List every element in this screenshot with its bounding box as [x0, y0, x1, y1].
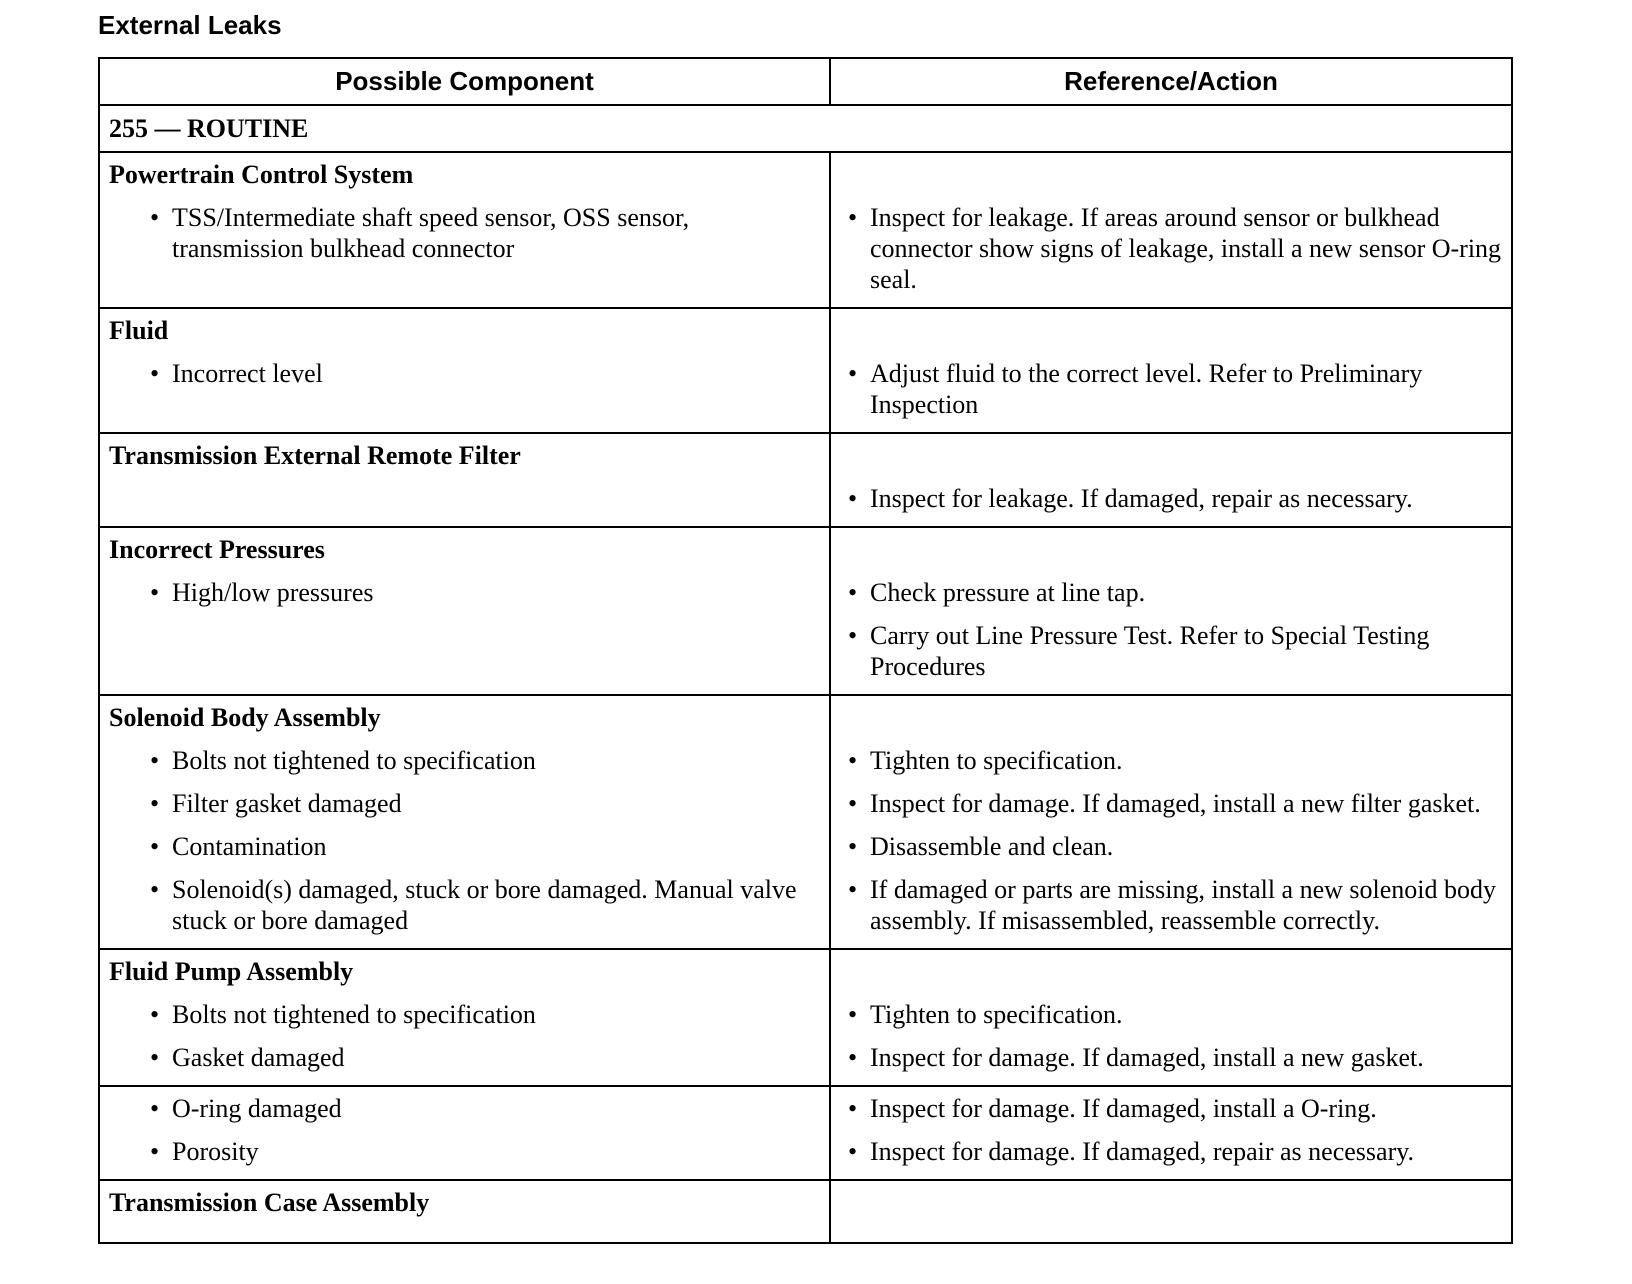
column-divider: [829, 696, 831, 948]
component-item: [100, 1136, 829, 1167]
component-heading: Fluid Pump Assembly: [109, 957, 354, 986]
bullet-icon: •: [150, 875, 160, 904]
action-item-text: Inspect for damage. If damaged, install a new gasket.: [870, 1043, 1424, 1072]
component-entry: [100, 1093, 829, 1124]
row-content: [100, 950, 1511, 1085]
component-item-text: Bolts not tightened to specification: [172, 1000, 536, 1029]
component-entry: [100, 788, 829, 819]
component-item: [100, 577, 829, 608]
component-item: [100, 1093, 829, 1124]
bullet-icon: •: [848, 1137, 858, 1166]
list-item: [100, 620, 1511, 682]
component-item: [100, 358, 829, 389]
column-divider: [829, 153, 831, 307]
bullet-icon: •: [848, 875, 858, 904]
component-item-text: Filter gasket damaged: [172, 789, 402, 818]
table-row: [100, 696, 1511, 950]
action-item: [829, 358, 1511, 420]
table-row: [100, 1181, 1511, 1242]
action-item: [829, 1042, 1511, 1073]
component-item: [100, 1042, 829, 1073]
row-content: [100, 1181, 1511, 1242]
column-header-action: Reference/Action: [1064, 66, 1278, 96]
bullet-icon: •: [848, 1000, 858, 1029]
table-row: [100, 153, 1511, 309]
component-item-text: TSS/Intermediate shaft speed sensor, OSS sensor, transmission bulkhead connector: [172, 203, 690, 263]
action-item-text: Inspect for leakage. If damaged, repair as necessary.: [870, 484, 1413, 513]
action-item: [829, 202, 1511, 295]
component-heading: Solenoid Body Assembly: [109, 703, 381, 732]
component-entry: [100, 999, 829, 1030]
component-entry: [100, 620, 829, 682]
bullet-icon: •: [848, 203, 858, 232]
action-item-text: Inspect for damage. If damaged, install a new filter gasket.: [870, 789, 1481, 818]
component-item-text: O-ring damaged: [172, 1094, 342, 1123]
action-item-text: If damaged or parts are missing, install a new solenoid body assembly. If misassembled, reassemble correctly.: [870, 875, 1497, 935]
section-label: 255 — ROUTINE: [100, 106, 1511, 153]
table-row: [100, 434, 1511, 528]
table-row: [100, 1087, 1511, 1181]
troubleshooting-table: [98, 57, 1513, 1244]
list-item: [100, 788, 1511, 819]
list-item: [100, 999, 1511, 1030]
action-entry: [829, 999, 1511, 1030]
bullet-icon: •: [848, 832, 858, 861]
list-item: [100, 358, 1511, 420]
row-content: [100, 1087, 1511, 1179]
component-item-text: Gasket damaged: [172, 1043, 345, 1072]
list-item: [100, 874, 1511, 936]
component-entry: [100, 1136, 829, 1167]
bullet-icon: •: [848, 359, 858, 388]
component-entry: [100, 358, 829, 420]
action-entry: [829, 483, 1511, 514]
list-item: [100, 202, 1511, 295]
action-entry: [829, 788, 1511, 819]
bullet-icon: •: [848, 746, 858, 775]
component-entry: [100, 831, 829, 862]
action-entry: [829, 874, 1511, 936]
bullet-icon: •: [848, 578, 858, 607]
row-content: [100, 153, 1511, 307]
action-entry: [829, 358, 1511, 420]
bullet-icon: •: [150, 1043, 160, 1072]
component-item-text: Incorrect level: [172, 359, 323, 388]
table-row: [100, 528, 1511, 696]
column-divider: [829, 434, 831, 526]
component-heading: Incorrect Pressures: [109, 535, 325, 564]
action-item: [829, 577, 1511, 608]
action-entry: [829, 745, 1511, 776]
action-item-text: Inspect for leakage. If areas around sensor or bulkhead connector show signs of leakage, install a new sensor O-ring seal.: [870, 203, 1502, 294]
component-item-text: Bolts not tightened to specification: [172, 746, 536, 775]
column-divider: [829, 1087, 831, 1179]
bullet-icon: •: [150, 578, 160, 607]
table-row: [100, 950, 1511, 1087]
action-item-text: Tighten to specification.: [870, 1000, 1123, 1029]
list-item: [100, 483, 1511, 514]
list-item: [100, 831, 1511, 862]
action-item: [829, 1136, 1511, 1167]
action-entry: [829, 620, 1511, 682]
list-item: [100, 1093, 1511, 1124]
bullet-icon: •: [848, 1043, 858, 1072]
bullet-icon: •: [848, 789, 858, 818]
action-entry: [829, 831, 1511, 862]
component-entry: [100, 745, 829, 776]
column-divider: [829, 950, 831, 1085]
action-item: [829, 874, 1511, 936]
action-item-text: Disassemble and clean.: [870, 832, 1114, 861]
action-item-text: Inspect for damage. If damaged, repair as necessary.: [870, 1137, 1415, 1166]
table-header: [100, 59, 1511, 106]
component-heading: Powertrain Control System: [109, 160, 414, 189]
component-item-text: High/low pressures: [172, 578, 374, 607]
action-entry: [829, 202, 1511, 295]
action-entry: [829, 1042, 1511, 1073]
component-item: [100, 788, 829, 819]
component-heading: Transmission External Remote Filter: [109, 441, 521, 470]
component-item-text: Contamination: [172, 832, 327, 861]
action-item: [829, 1093, 1511, 1124]
row-content: [100, 309, 1511, 432]
table-body: [100, 153, 1511, 1242]
bullet-icon: •: [848, 1094, 858, 1123]
page-title: External Leaks: [98, 10, 282, 40]
action-item: [829, 745, 1511, 776]
bullet-icon: •: [150, 1137, 160, 1166]
bullet-icon: •: [150, 832, 160, 861]
bullet-icon: •: [848, 621, 858, 650]
action-entry: [829, 577, 1511, 608]
action-item-text: Check pressure at line tap.: [870, 578, 1146, 607]
component-item: [100, 999, 829, 1030]
action-item-text: Carry out Line Pressure Test. Refer to Special Testing Procedures: [870, 621, 1430, 681]
component-entry: [100, 1042, 829, 1073]
action-item-text: Tighten to specification.: [870, 746, 1123, 775]
component-item-text: Porosity: [172, 1137, 259, 1166]
component-heading: Transmission Case Assembly: [109, 1188, 430, 1217]
column-divider: [829, 528, 831, 694]
component-item-text: Solenoid(s) damaged, stuck or bore damaged. Manual valve stuck or bore damaged: [172, 875, 797, 935]
action-item: [829, 620, 1511, 682]
component-item: [100, 874, 829, 936]
bullet-icon: •: [150, 746, 160, 775]
column-header-component: Possible Component: [100, 59, 831, 104]
component-heading: Fluid: [109, 316, 169, 345]
action-item-text: Inspect for damage. If damaged, install a O-ring.: [870, 1094, 1377, 1123]
bullet-icon: •: [848, 484, 858, 513]
action-item: [829, 999, 1511, 1030]
action-entry: [829, 1093, 1511, 1124]
action-entry: [829, 1136, 1511, 1167]
action-item: [829, 788, 1511, 819]
list-item: [100, 577, 1511, 608]
action-item: [829, 483, 1511, 514]
component-entry: [100, 577, 829, 608]
component-entry: [100, 202, 829, 295]
row-content: [100, 528, 1511, 694]
component-entry: [100, 874, 829, 936]
bullet-icon: •: [150, 789, 160, 818]
component-item: [100, 202, 829, 264]
bullet-icon: •: [150, 359, 160, 388]
action-item-text: Adjust fluid to the correct level. Refer to Preliminary Inspection: [870, 359, 1423, 419]
bullet-icon: •: [150, 1094, 160, 1123]
column-divider: [829, 1181, 831, 1242]
column-divider: [829, 309, 831, 432]
action-item: [829, 831, 1511, 862]
component-entry: [100, 483, 829, 514]
list-item: [100, 745, 1511, 776]
list-item: [100, 1136, 1511, 1167]
component-item: [100, 745, 829, 776]
row-content: [100, 696, 1511, 948]
row-content: [100, 434, 1511, 526]
bullet-icon: •: [150, 1000, 160, 1029]
bullet-icon: •: [150, 203, 160, 232]
table-row: [100, 309, 1511, 434]
list-item: [100, 1042, 1511, 1073]
component-item: [100, 831, 829, 862]
